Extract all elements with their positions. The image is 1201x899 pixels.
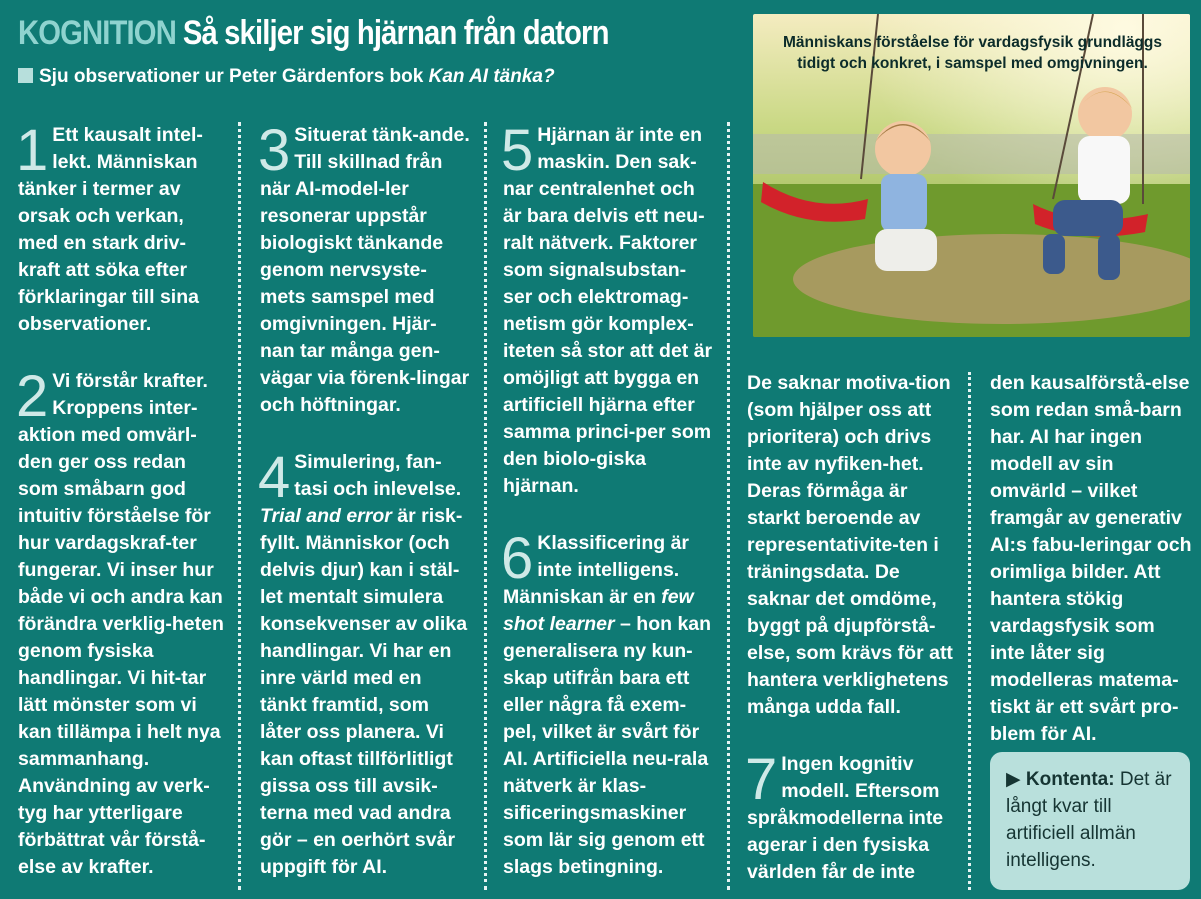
continuation-text: den kausalförstå-else som redan små-barn har. AI har ingen modell av sin omvärld – vilket framgår av generativ AI:s fabu-leringar och orimliga bilder. Att hantera stökig vardagsfysik som inte låter sig modelleras matema-tiskt är ett svårt pro-blem för AI. <box>990 372 1192 745</box>
column-3 <box>501 118 715 881</box>
column-divider <box>727 122 730 890</box>
point-3 <box>258 118 470 419</box>
column-divider <box>238 122 241 890</box>
point-7 <box>745 747 957 886</box>
column-divider <box>968 372 971 890</box>
column-1 <box>16 118 226 881</box>
subtitle-text: Sju observationer ur Peter Gärdenfors bok <box>39 66 429 87</box>
column-4 <box>747 370 957 886</box>
point-heading: Ett kausalt intel-lekt. <box>52 124 203 173</box>
point-number: 1 <box>16 118 49 183</box>
continuation-text: De saknar motiva-tion (som hjälper oss att prioritera) och drivs inte av nyfiken-het. Deras förmåga är starkt beroende av representativite-ten i träningsdata. De saknar det omdöme, byggt på djupförstå-else, som krävs för att hantera verklighetens många udda fall. <box>747 372 953 718</box>
point-body: Den sak-nar centralenhet och är bara delvis ett neu-ralt nätverk. Faktorer som signalsubstan-ser och elektromag-netism gör komplex-iteten så stor att det är omöjligt att bygga en artificiell hjärna efter samma princi-per som den biolo-giska hjärnan. <box>503 151 713 497</box>
point-number: 3 <box>258 118 291 183</box>
book-title: Kan AI tänka? <box>428 66 555 87</box>
column-2 <box>258 118 470 881</box>
point-body: Till skillnad från när AI-model-ler resonerar uppstår biologiskt tänkande genom nervsyste-mets samspel med omgivningen. Hjär-nan tar många gen-vägar via förenk-lingar och höftningar. <box>260 151 470 416</box>
summary-text: Det är långt kvar till artificiell allmän intelligens. <box>1006 769 1172 871</box>
point-heading: Hjärnan är inte en maskin. <box>537 124 702 173</box>
point-number: 5 <box>501 118 534 183</box>
photo-caption: Människans förståelse för vardagsfysik grundläggs tidigt och konkret, i samspel med omgivningen. <box>782 34 1162 72</box>
point-6 <box>501 526 715 881</box>
arrow-right-icon: ▶ <box>1006 769 1021 790</box>
point-4 <box>258 445 470 881</box>
point-number: 4 <box>258 445 291 510</box>
point-heading: Ingen kognitiv modell. <box>781 753 914 802</box>
photo-children-swings <box>753 14 1190 337</box>
column-5 <box>990 370 1192 748</box>
summary-box <box>990 752 1190 890</box>
point-heading: Situerat tänk-ande. <box>294 124 470 146</box>
point-body: Människan är en <box>503 586 662 608</box>
point-number: 6 <box>501 526 534 591</box>
point-5 <box>501 118 715 500</box>
point-heading: Simulering, fan-tasi och inlevelse. <box>294 451 462 500</box>
point-body: – hon kan generalisera ny kun-skap utifrån bara ett eller några få exem-pel, vilket är svårt för AI. Artificiella neu-rala nätverk är klas-sificeringsmaskiner som lär sig genom ett slags betingning. <box>503 613 712 878</box>
column-divider <box>484 122 487 890</box>
square-bullet-icon <box>18 68 33 83</box>
point-body-italic: Trial and error <box>260 505 392 527</box>
point-body: är risk-fyllt. Människor (och delvis djur) kan i stäl-let mentalt simulera konsekvenser av olika handlingar. Vi har en inre värld med en tänkt framtid, som låter oss planera. Vi kan oftast tillförlitligt gissa oss till avsik-terna med vad andra gör – en oerhört svår uppgift för AI. <box>260 505 468 878</box>
point-number: 7 <box>745 747 778 812</box>
subtitle <box>18 66 555 88</box>
point-body: Människan tänker i termer av orsak och verkan, med en stark driv-kraft att söka efter förklaringar till sina observationer. <box>18 151 199 335</box>
summary-label: Kontenta: <box>1025 769 1115 790</box>
point-body: Kroppens inter-aktion med omvärl-den ger oss redan som småbarn god intuitiv förståelse för hur vardagskraf-ter fungerar. Vi inser hur både vi och andra kan förändra verklig-heten genom fysiska handlingar. Vi hit-tar lätt mönster som vi kan tillämpa i helt nya sammanhang. Användning av verk-tyg har ytterligare förbättrat vår förstå-else av krafter. <box>18 397 224 878</box>
point-heading: Klassificering är inte intelligens. <box>537 532 689 581</box>
point-2 <box>16 364 226 881</box>
point-number: 2 <box>16 364 49 429</box>
point-1 <box>16 118 226 338</box>
article-title <box>18 14 609 53</box>
point-body: Eftersom språkmodellerna inte agerar i den fysiska världen får de inte <box>747 780 944 883</box>
point-heading: Vi förstår krafter. <box>52 370 208 392</box>
point-body-italic: few shot learner <box>503 586 694 635</box>
title-text: Så skiljer sig hjärnan från datorn <box>182 14 609 52</box>
section-tag: KOGNITION <box>18 14 176 52</box>
